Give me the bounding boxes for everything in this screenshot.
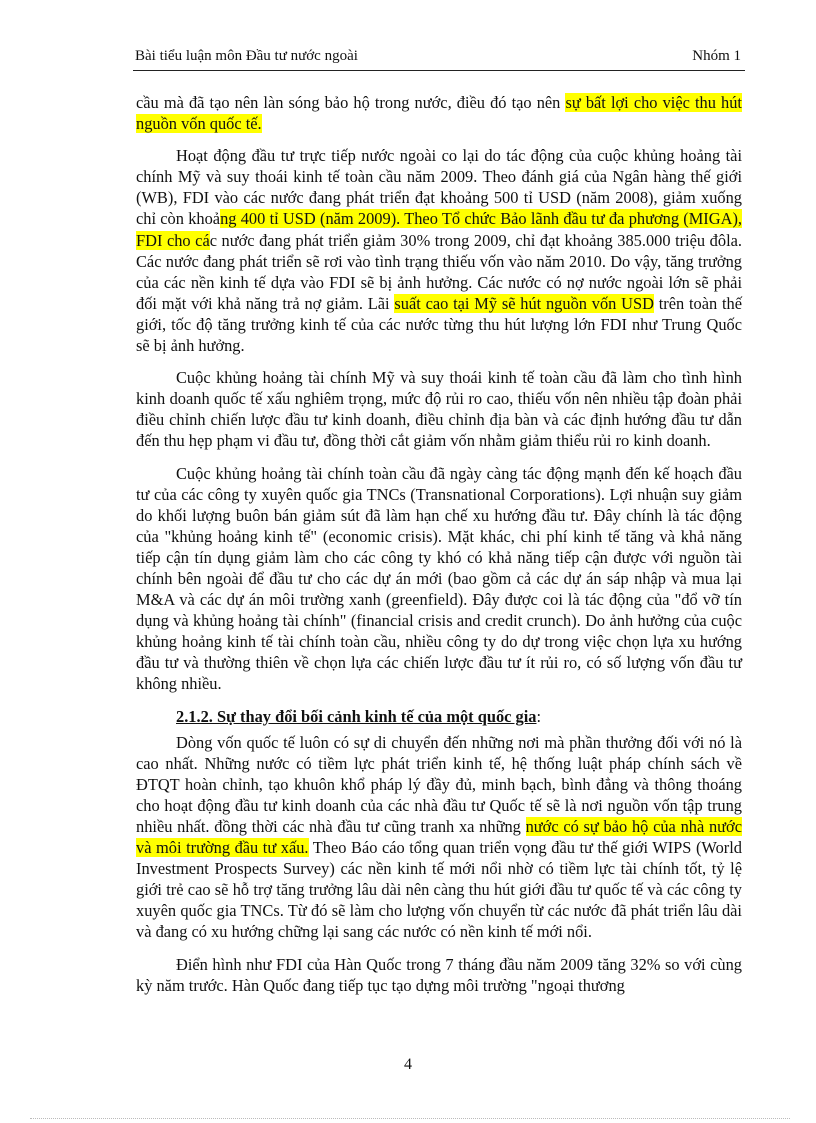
page-number: 4 bbox=[404, 1056, 412, 1073]
paragraph-5-text-a: Dòng vốn quốc tế luôn có sự di chuyển đến những nơi mà phần thưởng đối với nó là cao nhất. Những nước có tiềm lực phát triển kinh tế, hệ thống luật pháp chính sách về ĐTQT hoàn chỉnh, tạo khuôn khổ pháp lý đầy đủ, minh bạch, bình đẳng và thông thoáng cho hoạt động đầu tư kinh doanh của các nhà đầu tư Quốc tế sẽ là nơi nguồn vốn tập trung nhiều nhất. đồng thời các nhà đầu tư cũng tranh xa những bbox=[136, 732, 742, 836]
header-divider bbox=[133, 70, 745, 71]
paragraph-1-highlight: sự bất lợi cho việc thu hút nguồn vốn quốc tế. bbox=[136, 93, 742, 134]
paragraph-4: Cuộc khủng hoảng tài chính toàn cầu đã ngày càng tác động mạnh đến kế hoạch đầu tư của các công ty xuyên quốc gia TNCs (Transnational Corporations). Lợi nhuận suy giảm do khối lượng buôn bán giảm sút đã làm hạn chế xu hướng đầu tư. Đây chính là tác động của "khủng hoảng kinh tế" (economic crisis). Mặt khác, chi phí kinh tế tăng và khả năng tiếp cận tín dụng giảm làm cho các công ty khó có khả năng tiếp cận được với nguồn tài chính bên ngoài để đầu tư cho các dự án mới (bao gồm cả các dự án sáp nhập và mua lại M&A và các dự án môi trường xanh (greenfield). Đây được coi là tác động của "đổ vỡ tín dụng và khủng hoảng tài chính" (financial crisis and credit crunch). Do ảnh hưởng của cuộc khủng hoảng kinh tế tài chính toàn cầu, nhiều công ty do dự trong việc chọn lựa xu hướng đầu tư và thường thiên về chọn lựa các chiến lược đầu tư ít rủi ro, có số lượng vốn đầu tư không nhiều. bbox=[136, 463, 742, 694]
paragraph-2-highlight-a: ng 400 tỉ USD (năm 2009). Theo Tổ chức Bảo lãnh đầu tư đa phương (MIGA), FDI cho cá bbox=[136, 209, 742, 250]
paragraph-5 bbox=[136, 732, 742, 943]
body-text bbox=[136, 92, 742, 1007]
page-header bbox=[135, 48, 745, 70]
section-heading bbox=[136, 706, 742, 727]
header-course-title: Bài tiểu luận môn Đầu tư nước ngoài bbox=[135, 48, 358, 64]
section-heading-text: 2.1.2. Sự thay đổi bối cảnh kinh tế của một quốc gia bbox=[176, 706, 537, 726]
paragraph-2-text-c: trên toàn thế giới, tốc độ tăng trưởng kinh tế của các nước từng thu hút lượng lớn FDI như Trung Quốc sẽ bị ảnh hưởng. bbox=[136, 293, 742, 356]
paragraph-2-highlight-b: suất cao tại Mỹ sẽ hút nguồn vốn USD bbox=[394, 293, 654, 313]
paragraph-3: Cuộc khủng hoảng tài chính Mỹ và suy thoái kinh tế toàn cầu đã làm cho tình hình kinh doanh quốc tế xấu nghiêm trọng, mức độ rủi ro cao, thiếu vốn nên nhiều tập đoàn phải điều chỉnh chiến lược đầu tư kinh doanh, điều chỉnh địa bàn và các định hướng đầu tư dẫn đến thu hẹp phạm vi đầu tư, đồng thời cắt giảm vốn nhằm giảm thiểu rủi ro kinh doanh. bbox=[136, 368, 742, 451]
section-heading-colon: : bbox=[536, 706, 542, 726]
paragraph-2 bbox=[136, 145, 742, 356]
paragraph-1-text: cầu mà đã tạo nên làn sóng bảo hộ trong nước, điều đó tạo nên bbox=[136, 93, 566, 112]
paragraph-6: Điển hình như FDI của Hàn Quốc trong 7 tháng đầu năm 2009 tăng 32% so với cùng kỳ năm trước. Hàn Quốc đang tiếp tục tạo dựng môi trường "ngoại thương bbox=[136, 954, 742, 995]
header-group-name: Nhóm 1 bbox=[692, 48, 741, 64]
paragraph-1 bbox=[136, 92, 742, 134]
paragraph-2-text-b: c nước đang phát triển giảm 30% trong 2009, chỉ đạt khoảng 385.000 triệu đôla. Các nước đang phát triển sẽ rơi vào tình trạng thiếu vốn vào năm 2010. Do vậy, tăng trưởng của các nền kinh tế dựa vào FDI sẽ bị ảnh hưởng. Các nước có nợ nước ngoài lớn sẽ phải đối mặt với khả năng trả nợ giảm. Lãi bbox=[136, 230, 742, 313]
paragraph-2-text-a: Hoạt động đầu tư trực tiếp nước ngoài co lại do tác động của cuộc khủng hoảng tài chính Mỹ và suy thoái kinh tế toàn cầu năm 2009. Theo đánh giá của Ngân hàng thế giới (WB), FDI vào các nước đang phát triển đạt khoảng 500 tỉ USD (năm 2008), giảm xuống chỉ còn khoả bbox=[136, 146, 742, 229]
page-bottom-divider bbox=[30, 1118, 790, 1119]
paragraph-5-highlight: nước có sự bảo hộ của nhà nước và môi trường đầu tư xấu. bbox=[136, 817, 742, 858]
paragraph-5-text-b: Theo Báo cáo tổng quan triển vọng đầu tư thế giới WIPS (World Investment Prospects Survey) các nền kinh tế mới nổi nhờ có tiềm lực tài chính tốt, tỷ lệ giới trẻ cao sẽ hỗ trợ tăng trưởng lâu dài nên càng thu hút giới đầu tư quốc tế và các công ty xuyên quốc gia TNCs. Từ đó sẽ làm cho lượng vốn chuyển từ các nước đã phát triển lâu dài và đang có xu hướng chững lại sang các nước có nền kinh tế mới nổi. bbox=[136, 838, 742, 942]
